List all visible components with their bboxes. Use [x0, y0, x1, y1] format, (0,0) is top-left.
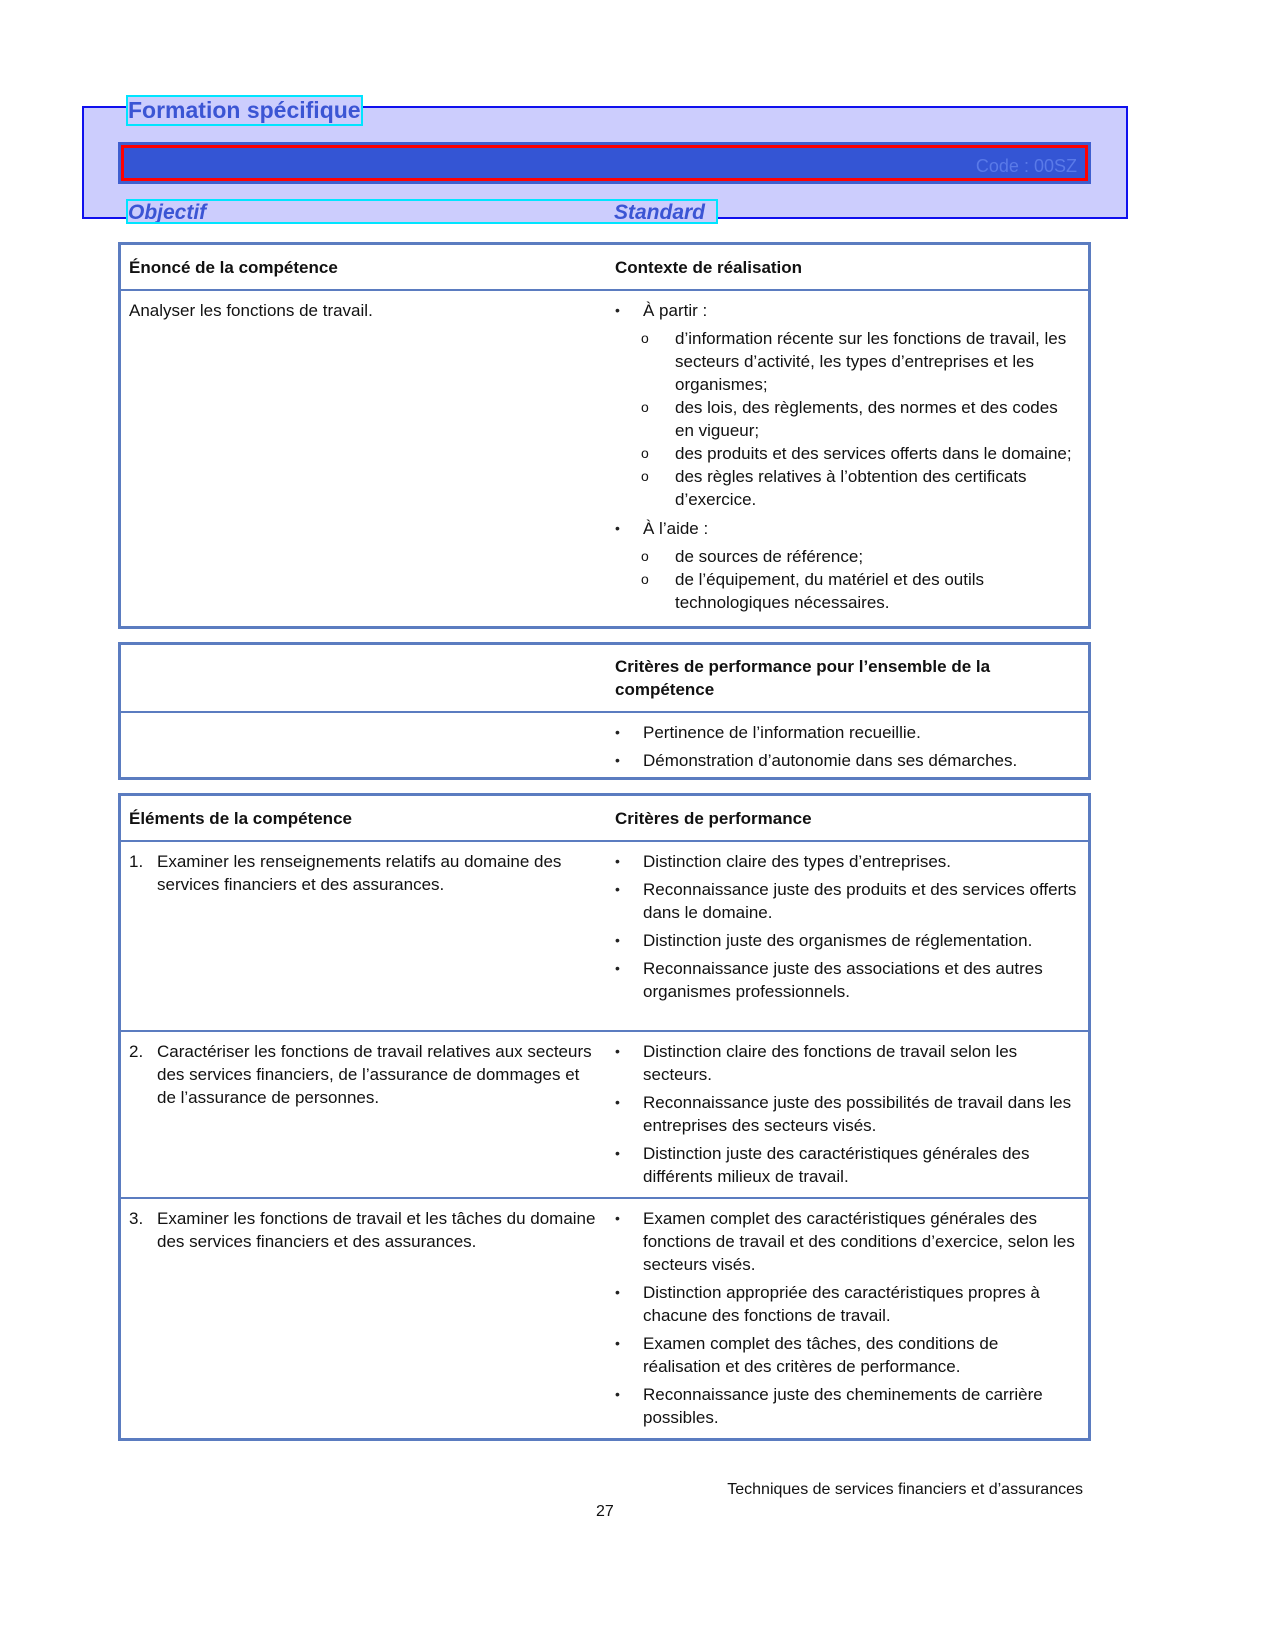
standard-label: Standard — [614, 201, 706, 224]
context-list — [615, 299, 1088, 620]
context-subitem: o d’information récente sur les fonctions de travail, les secteurs d’activité, les types d’entreprises et les organismes; — [615, 327, 1078, 396]
column-header: Critères de performance — [615, 809, 812, 828]
table-elements-criteria — [118, 793, 1091, 1441]
code-value: 00SZ — [1033, 156, 1077, 176]
section-title: Formation spécifique — [128, 97, 361, 123]
column-header: Contexte de réalisation — [615, 258, 803, 277]
table-header-row — [121, 796, 1088, 840]
objectif-standard-heading — [128, 201, 716, 222]
context-group-label: • À partir : — [615, 299, 1078, 322]
criterion-item: • Démonstration d’autonomie dans ses démarches. — [615, 749, 1078, 772]
criteria-list — [615, 1207, 1088, 1434]
table-row — [121, 1197, 1088, 1438]
context-subitem: o de l’équipement, du matériel et des outils technologiques nécessaires. — [615, 568, 1078, 614]
context-subitem: o des lois, des règlements, des normes et des codes en vigueur; — [615, 396, 1078, 442]
element-number: 3. — [129, 1209, 144, 1228]
criterion-item: • Distinction claire des fonctions de travail selon les secteurs. — [615, 1040, 1078, 1086]
context-subitem: o des produits et des services offerts dans le domaine; — [615, 442, 1078, 465]
context-group-label: • À l’aide : — [615, 517, 1078, 540]
footer-program-title: Techniques de services financiers et d’assurances — [727, 1481, 1083, 1498]
table-row — [121, 711, 1088, 777]
criterion-item: • Reconnaissance juste des associations et des autres organismes professionnels. — [615, 957, 1078, 1003]
criterion-item: • Reconnaissance juste des possibilités de travail dans les entreprises des secteurs visés. — [615, 1091, 1078, 1137]
table-enonce-contexte — [118, 242, 1091, 629]
footer — [118, 1481, 1091, 1531]
context-subitem: o de sources de référence; — [615, 545, 1078, 568]
criterion-item: • Distinction appropriée des caractéristiques propres à chacune des fonctions de travail. — [615, 1281, 1078, 1327]
competency-code — [976, 156, 1077, 177]
table-header-row — [121, 245, 1088, 289]
element-text: Caractériser les fonctions de travail relatives aux secteurs des services financiers, de l’assurance de dommages et de l’assurance de personnes. — [157, 1042, 592, 1107]
competency-element — [121, 1207, 615, 1434]
criterion-item: • Distinction claire des types d’entreprises. — [615, 850, 1078, 873]
competency-statement: Analyser les fonctions de travail. — [129, 301, 373, 320]
element-number: 1. — [129, 852, 144, 871]
element-number: 2. — [129, 1042, 144, 1061]
criterion-item: • Pertinence de l’information recueillie. — [615, 721, 1078, 744]
column-header: Éléments de la compétence — [129, 809, 352, 828]
criteria-list — [615, 1040, 1088, 1193]
content-flow — [118, 242, 1091, 1531]
code-label: Code : — [975, 156, 1029, 176]
empty-cell — [121, 655, 615, 705]
table-row — [121, 289, 1088, 624]
criterion-item: • Reconnaissance juste des cheminements de carrière possibles. — [615, 1383, 1078, 1429]
competency-element — [121, 850, 615, 1026]
criteria-list — [615, 721, 1088, 777]
competency-element — [121, 1040, 615, 1193]
element-text: Examiner les fonctions de travail et les tâches du domaine des services financiers et des assurances. — [157, 1209, 596, 1251]
column-header: Énoncé de la compétence — [129, 258, 338, 277]
element-text: Examiner les renseignements relatifs au domaine des services financiers et des assurances. — [157, 852, 562, 894]
table-overall-criteria — [118, 642, 1091, 780]
criteria-list — [615, 850, 1088, 1026]
criterion-item: • Distinction juste des caractéristiques générales des différents milieux de travail. — [615, 1142, 1078, 1188]
objectif-label: Objectif — [128, 201, 207, 224]
criterion-item: • Distinction juste des organismes de réglementation. — [615, 929, 1078, 952]
page-number: 27 — [596, 1503, 614, 1520]
criterion-item: • Reconnaissance juste des produits et des services offerts dans le domaine. — [615, 878, 1078, 924]
empty-cell — [121, 721, 615, 777]
criterion-item: • Examen complet des tâches, des conditions de réalisation et des critères de performance. — [615, 1332, 1078, 1378]
table-row — [121, 1030, 1088, 1197]
context-subitem: o des règles relatives à l’obtention des certificats d’exercice. — [615, 465, 1078, 511]
criterion-item: • Examen complet des caractéristiques générales des fonctions de travail et des conditions d’exercice, selon les secteurs visés. — [615, 1207, 1078, 1276]
table-header-row — [121, 645, 1088, 711]
column-header: Critères de performance pour l’ensemble de la compétence — [615, 657, 991, 699]
table-row — [121, 840, 1088, 1030]
code-bar — [118, 142, 1091, 184]
